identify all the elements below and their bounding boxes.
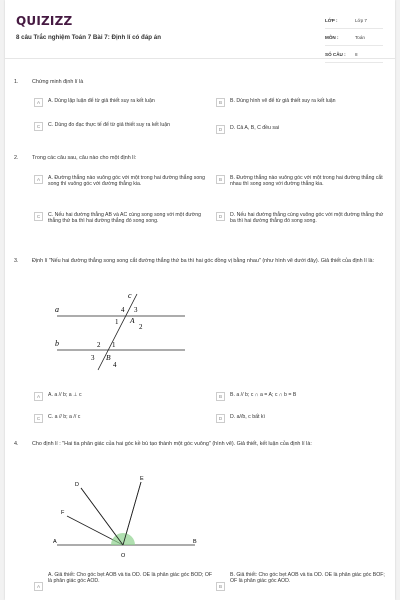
- option-letter-box: A: [34, 175, 43, 184]
- label-a: a: [55, 305, 59, 314]
- worksheet-header: [5, 0, 395, 59]
- ray-od-overlay: [81, 488, 123, 545]
- question-1: [14, 79, 386, 86]
- parallel-lines-figure: [45, 288, 185, 373]
- option-c[interactable]: [34, 122, 206, 131]
- quizizz-logo: QUIZIZZ: [16, 14, 73, 28]
- angle-label: 4: [113, 361, 117, 369]
- question-text: Trong các câu sau, câu nào cho một định lí:: [32, 155, 137, 161]
- angle-label: 2: [97, 341, 101, 349]
- option-text: A. Đường thẳng nào vuông góc với một trong hai đường thẳng song song thì vuông góc với đường thẳng kia.: [48, 175, 206, 188]
- option-letter-box: B: [216, 98, 225, 107]
- option-text: B. Đường thẳng nào vuông góc với một trong hai đường thẳng cắt nhau thì song song với đường thẳng kia.: [230, 175, 383, 188]
- option-b[interactable]: [216, 572, 388, 591]
- supplementary-angles-figure: [45, 470, 210, 562]
- label-a: A: [53, 539, 57, 545]
- label-b: b: [55, 339, 59, 348]
- option-letter-box: D: [216, 125, 225, 134]
- option-text: B. a // b; c ∩ a = A; c ∩ b = B: [230, 392, 297, 398]
- angle-label: 3: [91, 354, 95, 362]
- ray-oe-overlay: [123, 482, 141, 545]
- meta-label: MÔN :: [325, 34, 339, 40]
- option-text: D. a//b, c bất kì: [230, 414, 265, 420]
- option-letter-box: C: [34, 122, 43, 131]
- label-c: c: [128, 291, 132, 300]
- label-b: B: [193, 539, 197, 545]
- question-3: [14, 258, 386, 265]
- label-point-b: B: [106, 353, 111, 362]
- question-2: [14, 155, 386, 162]
- label-o: O: [121, 553, 126, 559]
- question-number: 3.: [14, 258, 19, 264]
- angle-highlight: [111, 533, 135, 545]
- angle-label: 4: [121, 306, 125, 314]
- meta-row-subject: [325, 29, 383, 46]
- label-d: D: [75, 482, 79, 488]
- option-a[interactable]: [34, 175, 214, 188]
- angle-label: 1: [115, 318, 119, 326]
- question-text: Định lí "Nếu hai đường thẳng song song cắt đường thẳng thứ ba thì hai góc đồng vị bằng nhau" (như hình vẽ dưới đây). Giả thiết của định lí là:: [32, 258, 375, 264]
- option-c[interactable]: [34, 212, 214, 225]
- question-number: 4.: [14, 441, 19, 447]
- meta-value: Lớp 7: [355, 17, 367, 23]
- meta-row-count: [325, 46, 383, 63]
- meta-row-grade: [325, 12, 383, 29]
- label-point-a: A: [130, 316, 135, 325]
- question-text: Cho định lí : "Hai tia phân giác của hai góc kề bù tạo thành một góc vuông" (hình vẽ). Giả thiết, kết luận của định lí là:: [32, 441, 312, 447]
- option-letter-box: A: [34, 582, 43, 591]
- worksheet-meta: [325, 12, 383, 63]
- option-letter-box: A: [34, 392, 43, 401]
- option-letter-box: A: [34, 98, 43, 107]
- angle-label: 2: [139, 323, 143, 331]
- option-a[interactable]: [34, 98, 204, 107]
- option-c[interactable]: [34, 414, 204, 423]
- question-number: 1.: [14, 79, 19, 85]
- line-c: [98, 294, 137, 370]
- angle-label: 3: [134, 306, 138, 314]
- option-letter-box: C: [34, 212, 43, 221]
- meta-value: Toán: [355, 34, 365, 40]
- option-text: C. Dùng đo đạc thực tế để từ giả thiết suy ra kết luận: [48, 122, 171, 128]
- option-text: A. a // b; a ⊥ c: [48, 392, 82, 398]
- label-f: F: [61, 510, 65, 516]
- question-number: 2.: [14, 155, 19, 161]
- option-a[interactable]: [34, 572, 214, 591]
- question-4: [14, 441, 386, 448]
- angle-label: 1: [112, 341, 116, 349]
- option-letter-box: D: [216, 212, 225, 221]
- worksheet-title: 8 câu Trắc nghiệm Toán 7 Bài 7: Định lí có đáp án: [16, 34, 161, 41]
- option-text: C. Nếu hai đường thẳng AB và AC cùng song song với một đường thẳng thứ ba thì hai đường thẳng đó song song.: [48, 212, 201, 225]
- meta-value: 8: [355, 51, 358, 57]
- option-text: B. Giả thiết: Cho góc bẹt AOB và tia OD. OE là phân giác góc BOF; OF là phân giác góc AOD.: [230, 572, 385, 585]
- meta-label: LỚP :: [325, 17, 338, 23]
- worksheet-page: [5, 0, 395, 600]
- option-d[interactable]: [216, 414, 386, 423]
- option-d[interactable]: [216, 125, 386, 134]
- option-b[interactable]: [216, 98, 386, 107]
- option-d[interactable]: [216, 212, 388, 225]
- option-letter-box: B: [216, 392, 225, 401]
- question-text: Chứng minh định lí là: [32, 79, 84, 85]
- option-letter-box: B: [216, 582, 225, 591]
- option-text: C. a // b; a // c: [48, 414, 81, 420]
- option-text: D. Nếu hai đường thẳng cùng vuông góc với một đường thẳng thứ ba thì hai đường thẳng đó song song.: [230, 212, 384, 225]
- option-b[interactable]: [216, 392, 386, 401]
- option-text: A. Giả thiết: Cho góc bẹt AOB và tia OD. OE là phân giác góc BOD; OF là phân giác góc AOD.: [48, 572, 213, 585]
- option-b[interactable]: [216, 175, 388, 188]
- option-letter-box: C: [34, 414, 43, 423]
- option-letter-box: D: [216, 414, 225, 423]
- option-a[interactable]: [34, 392, 204, 401]
- meta-label: SỐ CÂU :: [325, 51, 346, 57]
- option-text: B. Dùng hình vẽ để từ giả thiết suy ra kết luận: [230, 98, 336, 104]
- option-text: D. Cả A, B, C đều sai: [230, 125, 280, 131]
- option-letter-box: B: [216, 175, 225, 184]
- option-text: A. Dùng lập luận để từ giả thiết suy ra kết luận: [48, 98, 155, 104]
- label-e: E: [140, 476, 144, 482]
